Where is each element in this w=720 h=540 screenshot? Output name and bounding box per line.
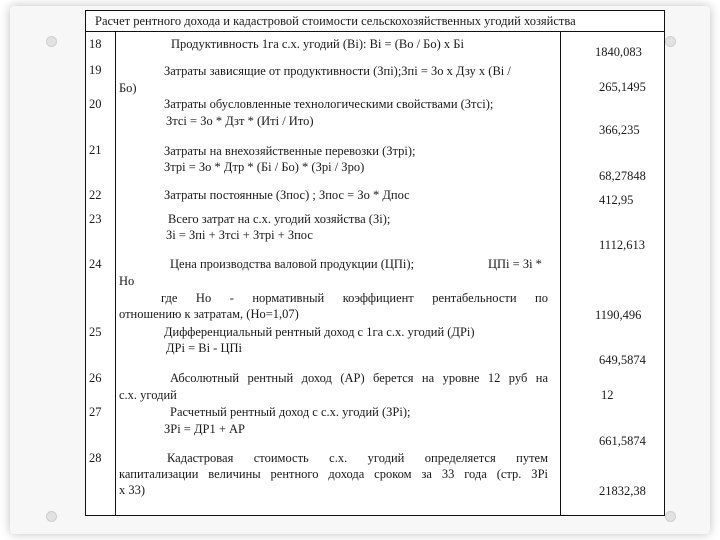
- row-value: 1112,613: [599, 238, 645, 252]
- row-text-line: ЗРi = ДР1 + АР: [164, 422, 245, 436]
- row-text-line: ДРi = Вi - ЦПi: [166, 341, 243, 355]
- table-border-top: [85, 10, 665, 11]
- row-text-line: Затраты зависящие от продуктивности (Зпi);Зпi = Зо х Дзу х (Вi /: [164, 64, 511, 78]
- row-text-line: Затраты обусловленные технологическими свойствами (Зтсi);: [164, 97, 494, 111]
- row-value: 21832,38: [599, 484, 646, 498]
- decorative-dot-top-left: [46, 36, 57, 47]
- row-number: 19: [89, 63, 102, 77]
- row-number: 18: [89, 37, 102, 51]
- row-text-line: Расчетный рентный доход с с.х. угодий (ЗРi);: [170, 405, 411, 419]
- row-text-line: Абсолютный рентный доход (АР) берется на уровне 12 руб на: [170, 371, 548, 385]
- row-text-line: Продуктивность 1га с.х. угодий (Вi): Вi = (Во / Бо) х Бi: [171, 37, 464, 51]
- row-value: 412,95: [599, 193, 634, 207]
- row-text-line: капитализации величины рентного дохода сроком за 33 года (стр. ЗРi: [119, 467, 548, 481]
- row-text-line: Кадастровая стоимость с.х. угодий определяется путем: [167, 451, 548, 465]
- row-value: 649,5874: [599, 353, 646, 367]
- row-value: 1840,083: [595, 45, 642, 59]
- row-number: 25: [89, 325, 102, 339]
- row-number: 20: [89, 97, 102, 111]
- row-text-line: Затраты постоянные (Зпос) ; Зпос = Зо * Дпос: [164, 188, 410, 202]
- decorative-dot-top-right: [665, 36, 676, 47]
- table-title: Расчет рентного дохода и кадастровой стоимости сельскохозяйственных угодий хозяйства: [95, 14, 576, 28]
- row-text-line: отношению к затратам, (Но=1,07): [119, 307, 299, 321]
- data-table: [85, 10, 665, 516]
- row-text-line: Зi = Зпi + Зтсi + Зтрi + Зпос: [166, 228, 313, 242]
- column-divider-value: [560, 31, 561, 516]
- row-text-line: где Но - нормативный коэффициент рентабельности по: [161, 291, 548, 305]
- row-value: 265,1495: [599, 80, 646, 94]
- row-value: 661,5874: [599, 434, 646, 448]
- row-value: 12: [601, 388, 614, 402]
- table-border-left: [85, 10, 86, 516]
- row-value: 366,235: [599, 123, 640, 137]
- row-text-line: Бо): [119, 81, 137, 95]
- decorative-dot-bottom-left: [46, 511, 57, 522]
- row-text-line: Зтрi = Зо * Дтр * (Бi / Бо) * (Зрi / Зро): [164, 160, 365, 174]
- row-value: 68,27848: [599, 169, 646, 183]
- row-number: 26: [89, 371, 102, 385]
- row-text-line: Цена производства валовой продукции (ЦПi);: [170, 257, 415, 271]
- row-value: 1190,496: [595, 308, 642, 322]
- column-divider-num: [115, 31, 116, 516]
- row-text-line: Но: [119, 274, 135, 288]
- row-text-line: Дифференциальный рентный доход с 1га с.х. угодий (ДРi): [164, 325, 475, 339]
- row-number: 27: [89, 405, 102, 419]
- row-number: 21: [89, 143, 102, 157]
- row-text-line: х 33): [119, 483, 146, 497]
- row-number: 28: [89, 451, 102, 465]
- row-text-line: Затраты на внехозяйственные перевозки (Зтрi);: [164, 144, 416, 158]
- row-text-line: ЦПi = Зi *: [488, 257, 542, 271]
- row-number: 23: [89, 212, 102, 226]
- table-border-bottom: [85, 515, 665, 516]
- decorative-dot-bottom-right: [665, 511, 676, 522]
- row-text-line: Всего затрат на с.х. угодий хозяйства (Зi);: [168, 212, 391, 226]
- row-text-line: Зтсi = Зо * Дзт * (Итi / Ито): [166, 114, 314, 128]
- row-number: 24: [89, 257, 102, 271]
- row-number: 22: [89, 188, 102, 202]
- table-border-right: [664, 10, 665, 516]
- row-text-line: с.х. угодий: [119, 388, 177, 402]
- title-row-divider: [85, 31, 665, 32]
